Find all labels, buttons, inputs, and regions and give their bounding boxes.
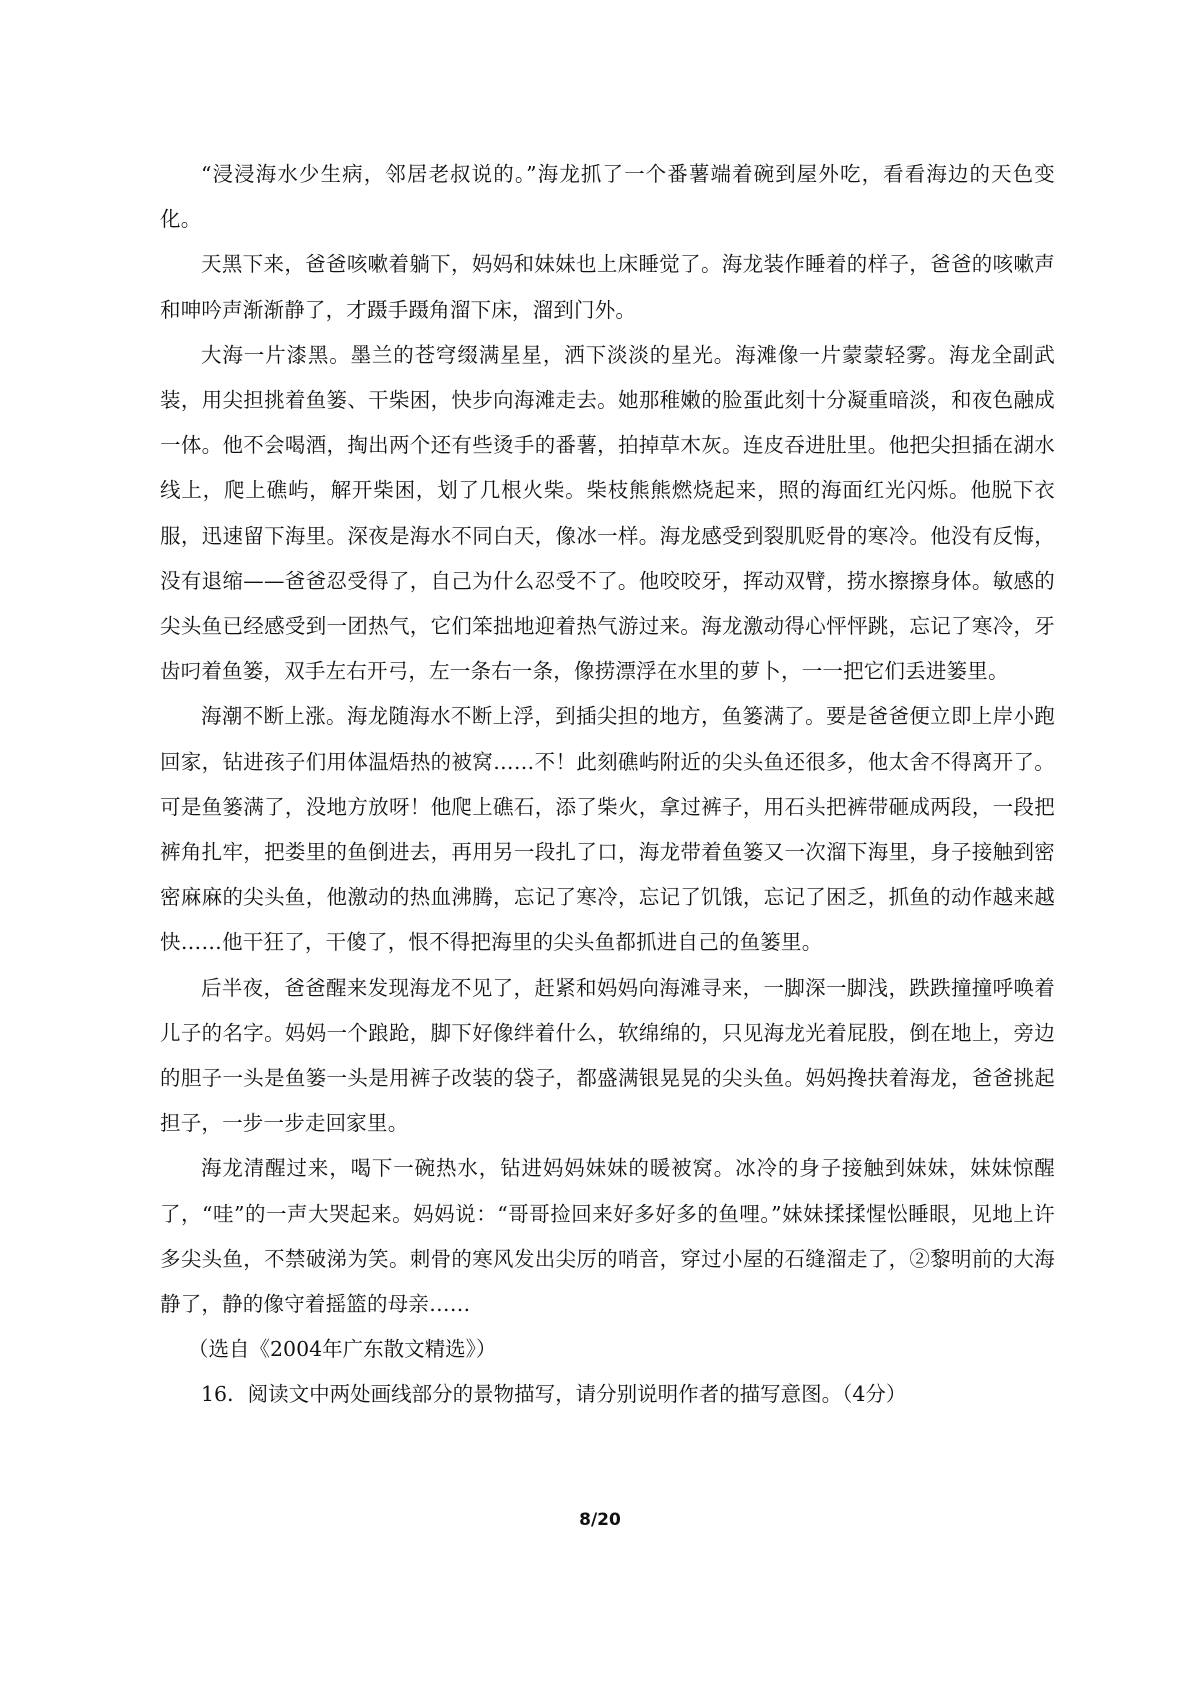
question-16: 16．阅读文中两处画线部分的景物描写，请分别说明作者的描写意图。（4分）	[201, 1382, 907, 1407]
paragraph-6: 海龙清醒过来，喝下一碗热水，钻进妈妈妹妹的暖被窝。冰冷的身子接触到妹妹，妹妹惊醒了，“哇”的一声大哭起来。妈妈说：“哥哥捡回来好多好多的鱼哩。”妹妹揉揉惺忪睡眼，见地上许多尖头鱼，不禁破涕为笑。刺骨的寒风发出尖厉的哨音，穿过小屋的石缝溜走了，②黎明前的大海静了，静的像守着摇篮的母亲……	[160, 1156, 1055, 1317]
paragraph-4: 海潮不断上涨。海龙随海水不断上浮，到插尖担的地方，鱼篓满了。要是爸爸便立即上岸小跑回家，钻进孩子们用体温焐热的被窝……不！此刻礁屿附近的尖头鱼还很多，他太舍不得离开了。可是鱼篓满了，没地方放呀！他爬上礁石，添了柴火，拿过裤子，用石头把裤带砸成两段，一段把裤角扎牢，把娄里的鱼倒进去，再用另一段扎了口，海龙带着鱼篓又一次溜下海里，身子接触到密密麻麻的尖头鱼，他激动的热血沸腾，忘记了寒冷，忘记了饥饿，忘记了困乏，抓鱼的动作越来越快……他干狂了，干傻了，恨不得把海里的尖头鱼都抓进自己的鱼篓里。	[160, 704, 1055, 955]
document-body	[160, 152, 1055, 1418]
paragraph-3: 大海一片漆黑。墨兰的苍穹缀满星星，洒下淡淡的星光。海滩像一片蒙蒙轻雾。海龙全副武装，用尖担挑着鱼篓、干柴困，快步向海滩走去。她那稚嫩的脸蛋此刻十分凝重暗淡，和夜色融成一体。他不会喝酒，掏出两个还有些烫手的番薯，拍掉草木灰。连皮吞进肚里。他把尖担插在湖水线上，爬上礁屿，解开柴困，划了几根火柴。柴枝熊熊燃烧起来，照的海面红光闪烁。他脱下衣服，迅速留下海里。深夜是海水不同白天，像冰一样。海龙感受到裂肌贬骨的寒冷。他没有反悔，没有退缩——爸爸忍受得了，自己为什么忍受不了。他咬咬牙，挥动双臂，捞水擦擦身体。敏感的尖头鱼已经感受到一团热气，它们笨拙地迎着热气游过来。海龙激动得心怦怦跳，忘记了寒冷，牙齿叼着鱼篓，双手左右开弓，左一条右一条，像捞漂浮在水里的萝卜，一一把它们丢进篓里。	[160, 342, 1055, 684]
source-citation: （选自《2004年广东散文精选》）	[188, 1337, 497, 1362]
paragraph-5: 后半夜，爸爸醒来发现海龙不见了，赶紧和妈妈向海滩寻来，一脚深一脚浅，跌跌撞撞呼唤着儿子的名字。妈妈一个踉跄，脚下好像绊着什么，软绵绵的，只见海龙光着屁股，倒在地上，旁边的胆子一头是鱼篓一头是用裤子改装的袋子，都盛满银晃晃的尖头鱼。妈妈搀扶着海龙，爸爸挑起担子，一步一步走回家里。	[160, 975, 1055, 1136]
paragraph-1: “浸浸海水少生病，邻居老叔说的。”海龙抓了一个番薯端着碗到屋外吃，看看海边的天色变化。	[160, 162, 1055, 232]
paragraph-2: 天黑下来，爸爸咳嗽着躺下，妈妈和妹妹也上床睡觉了。海龙装作睡着的样子，爸爸的咳嗽声和呻吟声渐渐静了，才蹑手蹑角溜下床，溜到门外。	[160, 252, 1055, 322]
page-number: 8/20	[579, 1510, 621, 1530]
